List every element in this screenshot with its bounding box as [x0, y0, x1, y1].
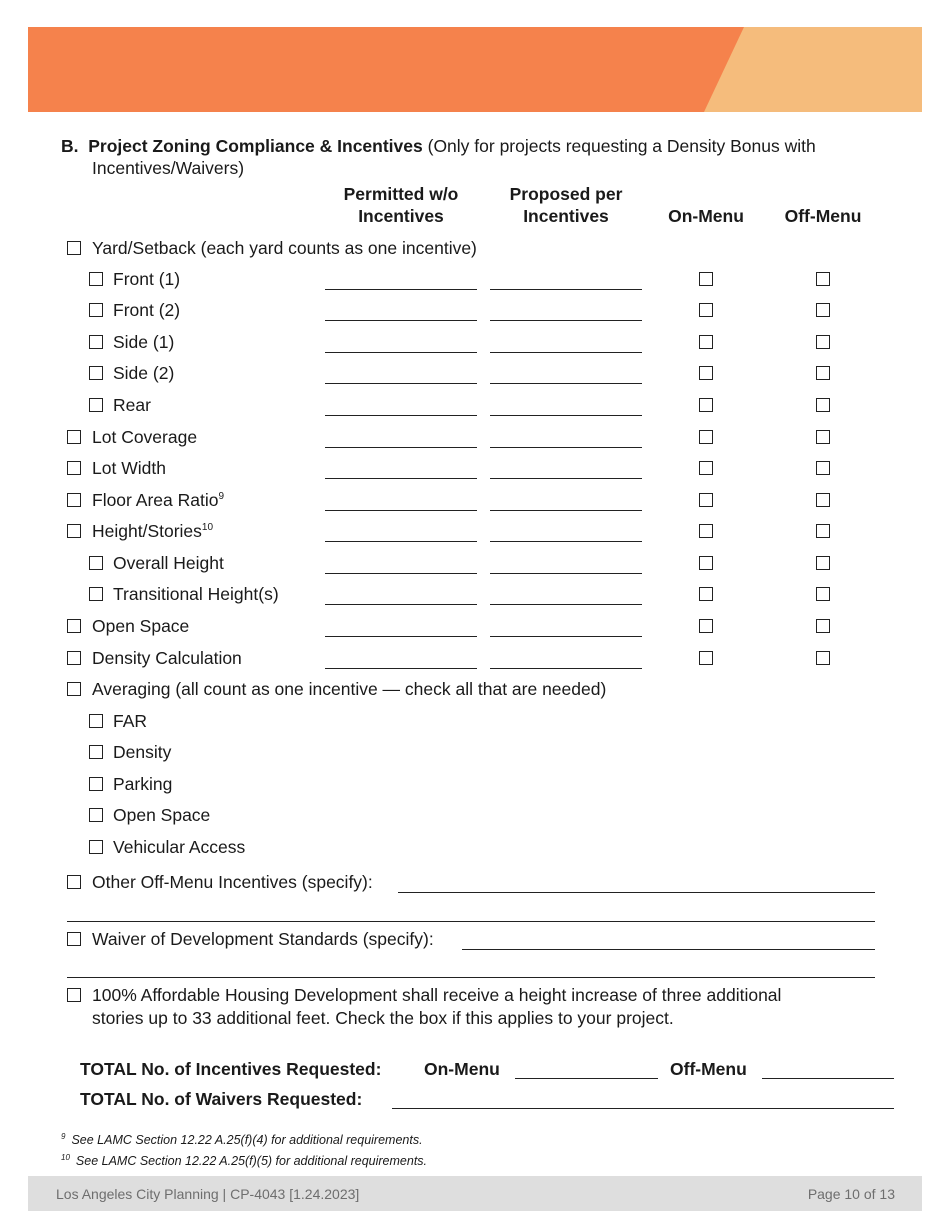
open-space-proposed-field[interactable]: [490, 636, 642, 637]
row-avg-parking: [0, 773, 950, 795]
row-avg-open-space: [0, 804, 950, 826]
lot-width-label: Lot Width: [92, 458, 166, 478]
transitional-height-permitted-field[interactable]: [325, 604, 477, 605]
waiver-field-line-2[interactable]: [67, 977, 875, 978]
avg-open-space-label: Open Space: [113, 805, 211, 825]
waiver-field[interactable]: [462, 949, 875, 950]
transitional-height-on-menu-checkbox[interactable]: [699, 587, 713, 601]
lot-width-on-menu-checkbox[interactable]: [699, 461, 713, 475]
row-overall-height: [0, 552, 950, 574]
side-2-on-menu-checkbox[interactable]: [699, 366, 713, 380]
far-permitted-field[interactable]: [325, 510, 477, 511]
avg-vehicular-checkbox[interactable]: [89, 840, 103, 854]
avg-open-space-checkbox[interactable]: [89, 808, 103, 822]
front-2-on-menu-checkbox[interactable]: [699, 303, 713, 317]
other-off-menu-label: Other Off-Menu Incentives (specify):: [92, 872, 373, 892]
density-calc-label: Density Calculation: [92, 648, 242, 668]
footnote-9-mark: 9: [61, 1132, 66, 1141]
side-1-label: Side (1): [113, 332, 175, 352]
far-proposed-field[interactable]: [490, 510, 642, 511]
footnote-10: [61, 1150, 427, 1169]
open-space-label: Open Space: [92, 616, 190, 636]
front-2-permitted-field[interactable]: [325, 320, 477, 321]
height-stories-off-menu-checkbox[interactable]: [816, 524, 830, 538]
lot-coverage-proposed-field[interactable]: [490, 447, 642, 448]
rear-permitted-field[interactable]: [325, 415, 477, 416]
other-off-menu-checkbox[interactable]: [67, 875, 81, 889]
header-banner: [28, 27, 922, 112]
height-stories-permitted-field[interactable]: [325, 541, 477, 542]
row-height-stories: [0, 520, 950, 542]
yard-setback-checkbox[interactable]: [67, 241, 81, 255]
side-2-off-menu-checkbox[interactable]: [816, 366, 830, 380]
density-calc-on-menu-checkbox[interactable]: [699, 651, 713, 665]
row-lot-coverage: [0, 426, 950, 448]
front-1-proposed-field[interactable]: [490, 289, 642, 290]
avg-far-label: FAR: [113, 711, 148, 731]
open-space-checkbox[interactable]: [67, 619, 81, 633]
height-stories-proposed-field[interactable]: [490, 541, 642, 542]
total-incentives-off-menu-label: Off-Menu: [670, 1059, 747, 1079]
row-transitional-height: [0, 583, 950, 605]
lot-width-permitted-field[interactable]: [325, 478, 477, 479]
front-1-checkbox[interactable]: [89, 272, 103, 286]
far-label: [92, 489, 224, 511]
side-2-checkbox[interactable]: [89, 366, 103, 380]
total-waivers-field[interactable]: [392, 1108, 894, 1109]
header-banner-accent: [704, 27, 922, 112]
far-on-menu-checkbox[interactable]: [699, 493, 713, 507]
transitional-height-checkbox[interactable]: [89, 587, 103, 601]
row-front-2: [0, 299, 950, 321]
front-1-permitted-field[interactable]: [325, 289, 477, 290]
side-1-permitted-field[interactable]: [325, 352, 477, 353]
total-incentives-on-menu-label: On-Menu: [424, 1059, 500, 1079]
lot-coverage-off-menu-checkbox[interactable]: [816, 430, 830, 444]
rear-off-menu-checkbox[interactable]: [816, 398, 830, 412]
affordable-housing-line-1: 100% Affordable Housing Development shall receive a height increase of three additional: [92, 985, 782, 1005]
section-subtitle: (Only for projects requesting a Density Bonus with: [422, 136, 816, 156]
lot-width-checkbox[interactable]: [67, 461, 81, 475]
row-lot-width: [0, 457, 950, 479]
side-1-on-menu-checkbox[interactable]: [699, 335, 713, 349]
total-incentives-off-menu-field[interactable]: [762, 1078, 894, 1079]
row-side-1: [0, 331, 950, 353]
avg-vehicular-label: Vehicular Access: [113, 837, 246, 857]
density-calc-proposed-field[interactable]: [490, 668, 642, 669]
other-off-menu-field-line-2[interactable]: [67, 921, 875, 922]
front-1-on-menu-checkbox[interactable]: [699, 272, 713, 286]
col-header-proposed: Proposed per Incentives: [509, 184, 623, 226]
waiver-checkbox[interactable]: [67, 932, 81, 946]
page-footer: [28, 1176, 922, 1211]
height-stories-checkbox[interactable]: [67, 524, 81, 538]
averaging-label: Averaging (all count as one incentive — check all that are needed): [92, 679, 607, 699]
overall-height-label: Overall Height: [113, 553, 224, 573]
density-calc-checkbox[interactable]: [67, 651, 81, 665]
total-incentives-label: TOTAL No. of Incentives Requested:: [80, 1059, 382, 1079]
section-subtitle-cont: Incentives/Waivers): [92, 158, 245, 178]
col-header-on-menu: On-Menu: [668, 206, 744, 226]
side-1-off-menu-checkbox[interactable]: [816, 335, 830, 349]
front-2-checkbox[interactable]: [89, 303, 103, 317]
row-side-2: [0, 362, 950, 384]
front-1-off-menu-checkbox[interactable]: [816, 272, 830, 286]
rear-on-menu-checkbox[interactable]: [699, 398, 713, 412]
overall-height-permitted-field[interactable]: [325, 573, 477, 574]
lot-coverage-permitted-field[interactable]: [325, 447, 477, 448]
far-off-menu-checkbox[interactable]: [816, 493, 830, 507]
height-stories-label: [92, 520, 213, 542]
row-averaging: [0, 678, 950, 700]
transitional-height-off-menu-checkbox[interactable]: [816, 587, 830, 601]
footer-page-number: Page 10 of 13: [807, 1186, 895, 1202]
row-floor-area-ratio: [0, 489, 950, 511]
lot-coverage-label: Lot Coverage: [92, 427, 198, 447]
col-header-permitted: Permitted w/o Incentives: [343, 184, 459, 226]
total-waivers-label: TOTAL No. of Waivers Requested:: [80, 1089, 363, 1109]
footnote-9: [61, 1129, 423, 1148]
open-space-permitted-field[interactable]: [325, 636, 477, 637]
footer-form-id: Los Angeles City Planning | CP-4043 [1.24.2023]: [56, 1186, 360, 1202]
yard-setback-label: Yard/Setback (each yard counts as one incentive): [92, 238, 477, 258]
section-letter: B.: [61, 136, 79, 156]
side-2-label: Side (2): [113, 363, 175, 383]
footnote-10-mark: 10: [61, 1153, 70, 1162]
density-calc-off-menu-checkbox[interactable]: [816, 651, 830, 665]
lot-width-off-menu-checkbox[interactable]: [816, 461, 830, 475]
transitional-height-proposed-field[interactable]: [490, 604, 642, 605]
rear-checkbox[interactable]: [89, 398, 103, 412]
row-yard-setback: [0, 237, 950, 259]
row-density-calculation: [0, 647, 950, 669]
overall-height-on-menu-checkbox[interactable]: [699, 556, 713, 570]
open-space-off-menu-checkbox[interactable]: [816, 619, 830, 633]
avg-parking-label: Parking: [113, 774, 173, 794]
avg-density-label: Density: [113, 742, 172, 762]
rear-proposed-field[interactable]: [490, 415, 642, 416]
height-stories-on-menu-checkbox[interactable]: [699, 524, 713, 538]
lot-coverage-on-menu-checkbox[interactable]: [699, 430, 713, 444]
row-affordable-housing: [0, 984, 950, 1030]
row-open-space: [0, 615, 950, 637]
far-label-text: Floor Area Ratio: [92, 490, 219, 510]
rear-label: Rear: [113, 395, 151, 415]
row-avg-vehicular: [0, 836, 950, 858]
avg-parking-checkbox[interactable]: [89, 777, 103, 791]
open-space-on-menu-checkbox[interactable]: [699, 619, 713, 633]
avg-density-checkbox[interactable]: [89, 745, 103, 759]
lot-coverage-checkbox[interactable]: [67, 430, 81, 444]
other-off-menu-field[interactable]: [398, 892, 875, 893]
row-other-off-menu: [0, 871, 950, 893]
waiver-label: Waiver of Development Standards (specify):: [92, 929, 434, 949]
overall-height-off-menu-checkbox[interactable]: [816, 556, 830, 570]
averaging-checkbox[interactable]: [67, 682, 81, 696]
row-rear: [0, 394, 950, 416]
overall-height-proposed-field[interactable]: [490, 573, 642, 574]
height-stories-label-text: Height/Stories: [92, 521, 202, 541]
overall-height-checkbox[interactable]: [89, 556, 103, 570]
affordable-housing-line-2: stories up to 33 additional feet. Check the box if this applies to your project.: [92, 1008, 674, 1028]
front-2-off-menu-checkbox[interactable]: [816, 303, 830, 317]
footnote-10-text: See LAMC Section 12.22 A.25(f)(5) for additional requirements.: [75, 1154, 428, 1168]
height-footnote-ref: 10: [201, 522, 214, 533]
footnote-9-text: See LAMC Section 12.22 A.25(f)(4) for additional requirements.: [71, 1133, 423, 1147]
section-title: [61, 135, 891, 179]
front-1-label: Front (1): [113, 269, 181, 289]
total-incentives-on-menu-field[interactable]: [515, 1078, 658, 1079]
transitional-height-label: Transitional Height(s): [113, 584, 279, 604]
lot-width-proposed-field[interactable]: [490, 478, 642, 479]
front-2-proposed-field[interactable]: [490, 320, 642, 321]
density-calc-permitted-field[interactable]: [325, 668, 477, 669]
affordable-housing-checkbox[interactable]: [67, 988, 81, 1002]
row-waiver: [0, 928, 950, 950]
far-checkbox[interactable]: [67, 493, 81, 507]
side-1-checkbox[interactable]: [89, 335, 103, 349]
row-avg-density: [0, 741, 950, 763]
side-2-proposed-field[interactable]: [490, 383, 642, 384]
section-name: Project Zoning Compliance & Incentives: [88, 136, 423, 156]
row-front-1: [0, 268, 950, 290]
side-2-permitted-field[interactable]: [325, 383, 477, 384]
row-avg-far: [0, 710, 950, 732]
avg-far-checkbox[interactable]: [89, 714, 103, 728]
far-footnote-ref: 9: [218, 491, 225, 502]
col-header-off-menu: Off-Menu: [784, 206, 862, 226]
side-1-proposed-field[interactable]: [490, 352, 642, 353]
front-2-label: Front (2): [113, 300, 181, 320]
